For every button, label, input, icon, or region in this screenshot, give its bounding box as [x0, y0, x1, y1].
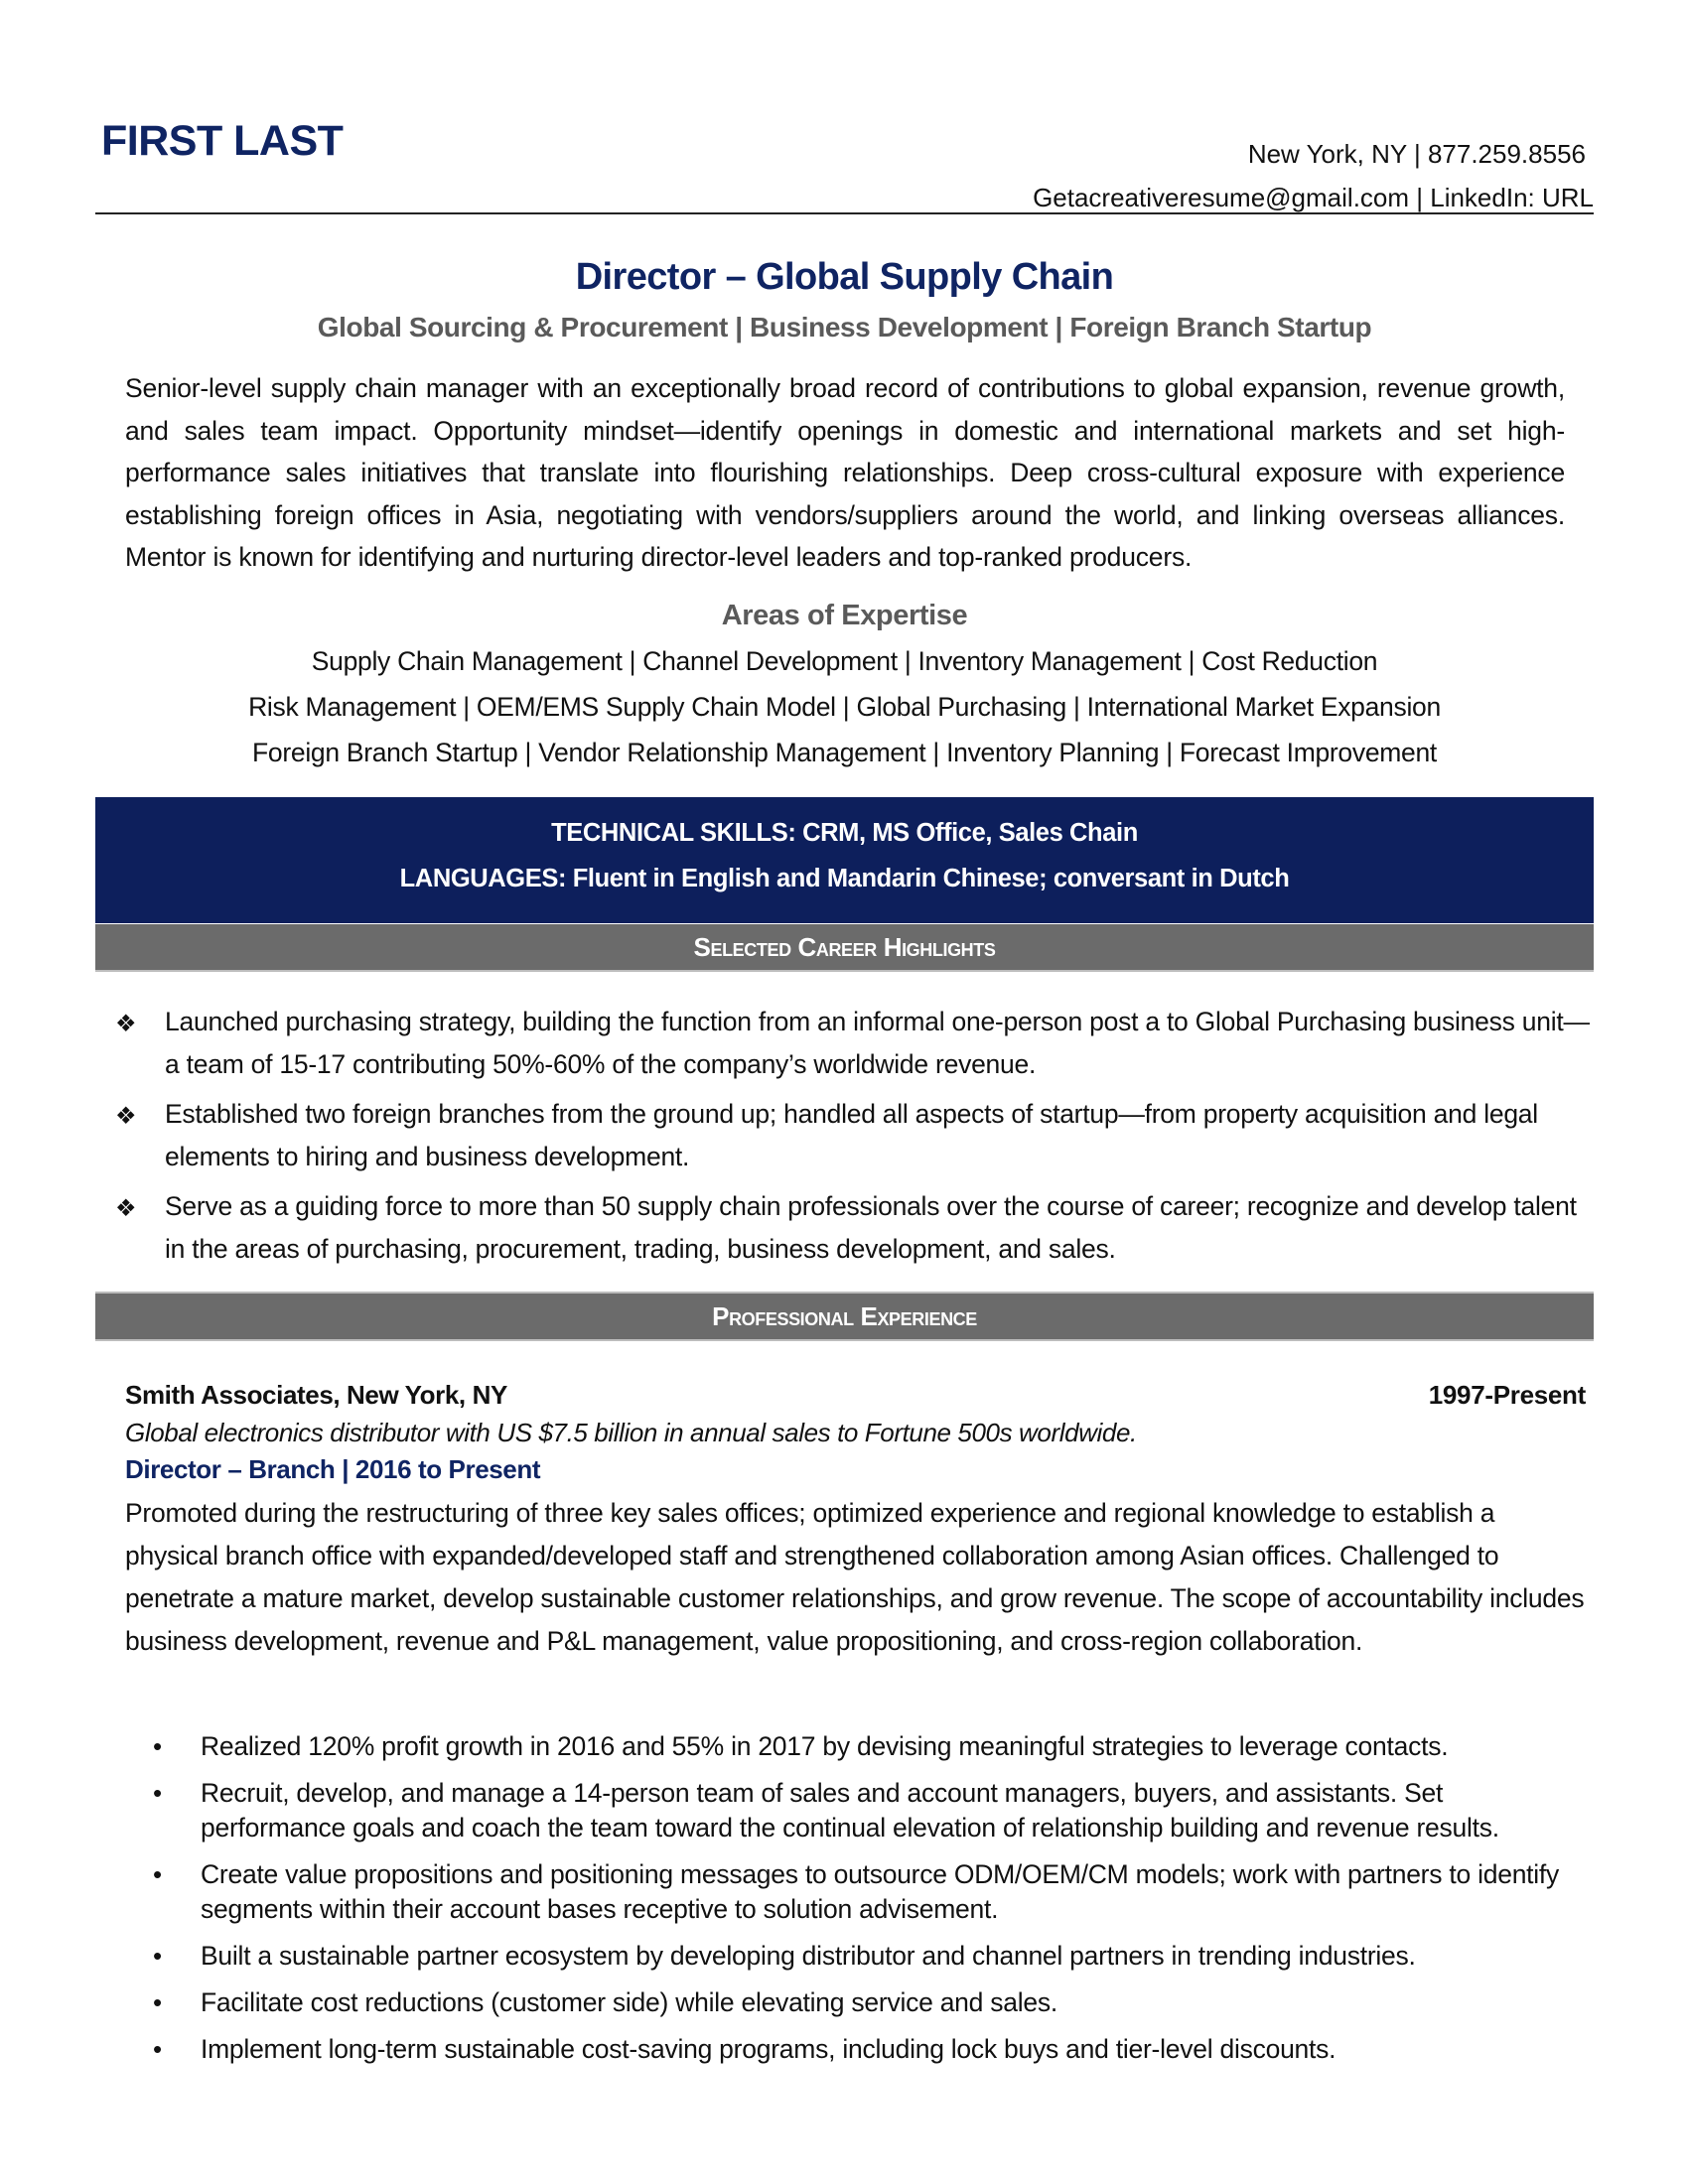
achievement-text: Create value propositions and positioning messages to outsource ODM/OEM/CM models; work with partners to identify segments within their account bases receptive to solution advisement.	[201, 1859, 1560, 1924]
list-item	[95, 1985, 1571, 2020]
bullet-icon: •	[153, 1941, 162, 1971]
highlight-text: Serve as a guiding force to more than 50 supply chain professionals over the course of career; recognize and develop talent in the areas of purchasing, procurement, trading, business development, and sales.	[165, 1191, 1577, 1264]
areas-of-expertise-list	[95, 638, 1594, 775]
headline: Director – Global Supply Chain	[575, 256, 1114, 298]
expertise-line: Foreign Branch Startup | Vendor Relationship Management | Inventory Planning | Forecast Improvement	[252, 738, 1437, 767]
professional-summary: Senior-level supply chain manager with an exceptionally broad record of contributions to global expansion, revenue growth, and sales team impact. Opportunity mindset—identify openings in domestic and international markets and set high-performance sales initiatives that translate into flourishing relationships. Deep cross-cultural exposure with experience establishing foreign offices in Asia, negotiating with vendors/suppliers around the world, and linking overseas alliances. Mentor is known for identifying and nurturing director-level leaders and top-ranked producers.	[125, 373, 1565, 572]
expertise-line: Risk Management | OEM/EMS Supply Chain Model | Global Purchasing | International Market Expansion	[248, 692, 1441, 722]
company-description: Global electronics distributor with US $7.5 billion in annual sales to Fortune 500s worldwide.	[125, 1418, 1137, 1447]
diamond-bullet-icon: ❖	[115, 1011, 137, 1037]
location-phone: New York, NY | 877.259.8556	[1247, 139, 1586, 169]
achievement-text: Built a sustainable partner ecosystem by developing distributor and channel partners in trending industries.	[201, 1941, 1416, 1971]
list-item	[95, 1001, 1595, 1086]
role-achievements-list	[95, 1729, 1594, 2079]
candidate-name: FIRST LAST	[101, 117, 344, 165]
list-item	[95, 1857, 1571, 1927]
list-item	[95, 1729, 1571, 1764]
diamond-bullet-icon: ❖	[115, 1195, 137, 1222]
expertise-line: Supply Chain Management | Channel Development | Inventory Management | Cost Reduction	[311, 646, 1378, 676]
technical-skills: TECHNICAL SKILLS: CRM, MS Office, Sales Chain	[551, 819, 1138, 847]
achievement-text: Facilitate cost reductions (customer side) while elevating service and sales.	[201, 1987, 1058, 2017]
contact-block	[1033, 132, 1594, 219]
achievement-text: Realized 120% profit growth in 2016 and 55% in 2017 by devising meaningful strategies to leverage contacts.	[201, 1731, 1449, 1761]
list-item	[95, 1185, 1595, 1271]
section-heading-highlights: Selected Career Highlights	[95, 924, 1594, 972]
company-name: Smith Associates, New York, NY	[125, 1380, 507, 1410]
role-title: Director – Branch | 2016 to Present	[125, 1454, 541, 1484]
bullet-icon: •	[153, 1987, 162, 2017]
languages: LANGUAGES: Fluent in English and Mandarin Chinese; conversant in Dutch	[399, 865, 1290, 892]
list-item	[95, 1093, 1595, 1178]
email-linkedin: Getacreativeresume@gmail.com | LinkedIn: URL	[1033, 183, 1594, 212]
employment-dates: 1997-Present	[1428, 1380, 1586, 1410]
list-item	[95, 2032, 1571, 2067]
achievement-text: Implement long-term sustainable cost-saving programs, including lock buys and tier-level discounts.	[201, 2034, 1336, 2064]
areas-of-expertise-heading: Areas of Expertise	[721, 600, 968, 631]
section-heading-experience: Professional Experience	[95, 1292, 1594, 1341]
achievement-text: Recruit, develop, and manage a 14-person team of sales and account managers, buyers, and assistants. Set performance goals and coach the team toward the continual elevation of relationship building and revenue results.	[201, 1778, 1499, 1843]
bullet-icon: •	[153, 1778, 162, 1808]
list-item	[95, 1776, 1571, 1845]
highlight-text: Launched purchasing strategy, building the function from an informal one-person post a to Global Purchasing business unit—a team of 15-17 contributing 50%-60% of the company’s worldwide revenue.	[165, 1007, 1590, 1079]
list-item	[95, 1939, 1571, 1974]
role-summary: Promoted during the restructuring of three key sales offices; optimized experience and regional knowledge to establish a physical branch office with expanded/developed staff and strengthened collaboration among Asian offices. Challenged to penetrate a mature market, develop sustainable customer relationships, and grow revenue. The scope of accountability includes business development, revenue and P&L management, value propositioning, and cross-region collaboration.	[125, 1498, 1585, 1656]
subheadline: Global Sourcing & Procurement | Business Development | Foreign Branch Startup	[317, 312, 1372, 342]
bullet-icon: •	[153, 2034, 162, 2064]
skills-banner	[95, 797, 1594, 923]
bullet-icon: •	[153, 1859, 162, 1889]
header-divider	[95, 212, 1594, 214]
diamond-bullet-icon: ❖	[115, 1103, 137, 1130]
highlights-list	[95, 1001, 1594, 1278]
bullet-icon: •	[153, 1731, 162, 1761]
highlight-text: Established two foreign branches from the ground up; handled all aspects of startup—from property acquisition and legal elements to hiring and business development.	[165, 1099, 1538, 1171]
